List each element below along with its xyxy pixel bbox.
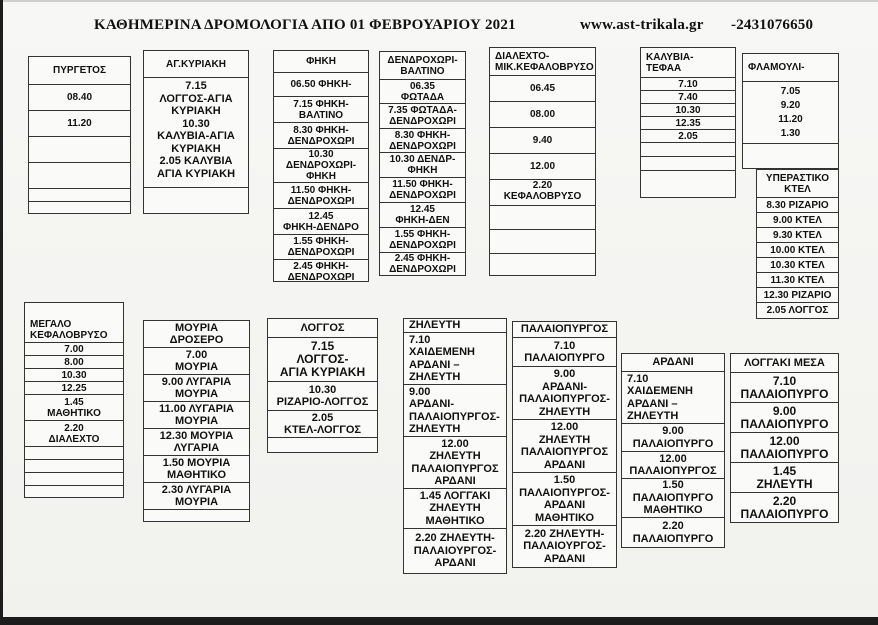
table-cell: 8.30 ΡΙΖΑΡΙΟ: [757, 198, 838, 213]
table-cell: 7.00 ΜΟΥΡΙΑ: [144, 348, 249, 375]
table-cell: 2.20 ΠΑΛΑΙΟΠΥΡΓΟ: [740, 494, 829, 521]
table-cell: 7.10 ΧΑΙΔΕΜΕΝΗ ΑΡΔΑΝΙ – ΖΗΛΕΥΤΗ: [404, 333, 506, 385]
table-cell: 2.20 ΠΑΛΑΙΟΠΥΡΓΟ: [632, 520, 714, 545]
table-cell: 1.50 ΠΑΛΑΙΟΠΥΡΓΟ ΜΑΘΗΤΙΚΟ: [622, 479, 724, 518]
table-cell: 8.30 ΦΗΚΗ- ΔΕΝΔΡΟΧΩΡΙ: [274, 123, 368, 149]
table-cell: [29, 189, 130, 202]
table-cell: 7.15 ΦΗΚΗ- ΒΑΛΤΙΝΟ: [274, 97, 368, 123]
table-cell: 7.10 ΠΑΛΑΙΟΠΥΡΓΟ: [513, 338, 616, 367]
table-cell: 06.45: [490, 76, 595, 102]
table-cell: 9.00 ΚΤΕΛ: [757, 213, 838, 228]
table-dendroxori: [379, 51, 466, 276]
table-cell: [641, 157, 735, 171]
table-cell: 10.30 ΔΕΝΔΡΟΧΩΡΙ- ΦΗΚΗ: [274, 149, 368, 183]
table-cell: [490, 206, 595, 230]
table-loggos: [267, 318, 378, 453]
table-cell: 11.00 ΛΥΓΑΡΙΑ ΜΟΥΡΙΑ: [144, 402, 249, 429]
table-cell: 7.15 ΛΟΓΓΟΣ- ΑΓΙΑ ΚΥΡΙΑΚΗ: [268, 338, 377, 382]
table-cell: 12.45 ΦΗΚΗ-ΔΕΝ: [380, 203, 465, 228]
table-zileuti: [403, 318, 507, 574]
table-cell: 2.45 ΦΗΚΗ- ΔΕΝΔΡΟΧΩΡΙ: [389, 253, 456, 275]
table-header: ΑΓ.ΚΥΡΙΑΚΗ: [144, 51, 248, 78]
table-cell: 12.30 ΜΟΥΡΙΑ ΛΥΓΑΡΙΑ: [144, 429, 249, 456]
table-cell: 06.50 ΦΗΚΗ-: [274, 73, 368, 97]
table-header: ΦΗΚΗ: [274, 51, 368, 73]
table-megalo-kefalovryso: [24, 302, 124, 498]
table-header: ΛΟΓΓΟΣ: [268, 319, 377, 338]
table-cell: 12.25: [25, 382, 123, 395]
table-cell: [641, 171, 735, 185]
table-cell: 11.50 ΦΗΚΗ- ΔΕΝΔΡΟΧΩΡΙ: [380, 178, 465, 203]
table-cell: 9.30 ΚΤΕΛ: [757, 228, 838, 243]
table-cell: 7.40: [641, 91, 735, 104]
table-header: ΔΙΑΛΕΧΤΟ- ΜΙΚ.ΚΕΦΑΛΟΒΡΥΣΟ: [490, 48, 595, 76]
table-cell: 2.20 ΔΙΑΛΕΧΤΟ: [25, 421, 123, 447]
table-header: ΠΥΡΓΕΤΟΣ: [29, 57, 130, 85]
table-cell: 1.50 ΜΟΥΡΙΑ ΜΑΘΗΤΙΚΟ: [144, 456, 249, 483]
table-header: ΦΛΑΜΟΥΛΙ-: [743, 54, 838, 82]
table-cell: 10.30 ΡΙΖΑΡΙΟ-ΛΟΓΓΟΣ: [268, 382, 377, 411]
table-cell: 2.05 ΛΟΓΓΟΣ: [766, 305, 829, 316]
table-cell: 1.55 ΦΗΚΗ- ΔΕΝΔΡΟΧΩΡΙ: [274, 235, 368, 260]
table-cell: 10.30 ΔΕΝΔΡ- ΦΗΚΗ: [380, 153, 465, 178]
table-header: ΑΡΔΑΝΙ: [622, 354, 724, 372]
table-dialexto: [489, 47, 596, 276]
table-cell: 11.30 ΚΤΕΛ: [757, 273, 838, 288]
table-cell: [268, 438, 377, 452]
table-ag-kyriaki: [143, 50, 249, 214]
page-title: ΚΑΘΗΜΕΡΙΝΑ ΔΡΟΜΟΛΟΓΙΑ ΑΠΟ 01 ΦΕΒΡΟΥΑΡΙΟΥ 2021: [94, 17, 516, 33]
table-flamouli: [742, 53, 839, 169]
table-cell: 2.20 ΖΗΛΕΥΤΗ- ΠΑΛΑΙΟΥΡΓΟΣ- ΑΡΔΑΝΙ: [413, 532, 497, 570]
table-cell: 1.45 ΖΗΛΕΥΤΗ: [731, 463, 838, 493]
website-text: www.ast-trikala.gr: [580, 17, 704, 33]
table-cell: 10.30 ΚΤΕΛ: [757, 258, 838, 273]
table-cell: 12.35: [641, 117, 735, 130]
table-cell: 7.00: [25, 343, 123, 356]
table-header: ΚΑΛΥΒΙΑ- ΤΕΦΑΑ: [641, 48, 735, 78]
table-cell: 7.10 ΠΑΛΑΙΟΠΥΡΓΟ: [731, 373, 838, 403]
table-cell: 1.50 ΠΑΛΑΙΟΠΥΡΓΟΣ- ΑΡΔΑΝΙ ΜΑΘΗΤΙΚΟ: [513, 473, 616, 526]
table-cell: 10.30: [641, 104, 735, 117]
scan-edge-top: [0, 0, 878, 2]
table-cell: [25, 473, 123, 486]
table-cell: 12.00 ΖΗΛΕΥΤΗ ΠΑΛΑΙΟΠΥΡΓΟΣ ΑΡΔΑΝΙ: [513, 420, 616, 473]
table-cell: 2.05: [641, 130, 735, 143]
table-cell: 11.20: [29, 111, 130, 137]
table-header: ΜΕΓΑΛΟ ΚΕΦΑΛΟΒΡΥΣΟ: [25, 303, 123, 343]
scan-edge-bottom: [0, 617, 878, 625]
table-cell: [25, 460, 123, 473]
table-cell: [25, 486, 123, 497]
table-cell: 1.55 ΦΗΚΗ- ΔΕΝΔΡΟΧΩΡΙ: [380, 228, 465, 253]
table-cell: [144, 188, 248, 213]
table-cell: 7.15 ΛΟΓΓΟΣ-ΑΓΙΑ ΚΥΡΙΑΚΗ 10.30 ΚΑΛΥΒΙΑ-ΑΓΙΑ ΚΥΡΙΑΚΗ 2.05 ΚΑΛΥΒΙΑ ΑΓΙΑ ΚΥΡΙΑΚΗ: [144, 78, 248, 188]
table-cell: 1.45 ΜΑΘΗΤΙΚΟ: [25, 395, 123, 421]
phone-text: -2431076650: [731, 17, 814, 33]
table-cell: 08.40: [29, 85, 130, 111]
table-loggaki-mesa: [730, 353, 839, 523]
table-cell: [29, 137, 130, 163]
table-pyrgetos: [28, 56, 131, 214]
table-cell: 2.20 ΚΕΦΑΛΟΒΡΥΣΟ: [490, 180, 595, 206]
table-fiki: [273, 50, 369, 282]
table-cell: 12.00 ΠΑΛΑΙΟΠΥΡΓΟ: [731, 433, 838, 463]
table-cell: 7.05 9.20 11.20 1.30: [743, 82, 838, 144]
table-cell: [490, 230, 595, 254]
table-cell: 2.20 ΖΗΛΕΥΤΗ- ΠΑΛΑΙΟΥΡΓΟΣ- ΑΡΔΑΝΙ: [523, 527, 606, 565]
table-cell: 7.10 ΧΑΙΔΕΜΕΝΗ ΑΡΔΑΝΙ – ΖΗΛΕΥΤΗ: [622, 372, 724, 424]
table-cell: 9.00 ΛΥΓΑΡΙΑ ΜΟΥΡΙΑ: [144, 375, 249, 402]
table-cell: [29, 163, 130, 189]
table-cell: [490, 254, 595, 275]
table-cell: 11.50 ΦΗΚΗ- ΔΕΝΔΡΟΧΩΡΙ: [274, 183, 368, 209]
table-ardani: [621, 353, 725, 548]
table-cell: [743, 144, 838, 168]
table-cell: [25, 447, 123, 460]
table-cell: 2.05 ΚΤΕΛ-ΛΟΓΓΟΣ: [268, 411, 377, 438]
table-cell: 12.30 ΡΙΖΑΡΙΟ: [757, 288, 838, 303]
table-cell: 12.00: [490, 154, 595, 180]
table-cell: [29, 202, 130, 213]
table-cell: 12.00 ΠΑΛΑΙΟΠΥΡΓΟΣ: [622, 452, 724, 479]
table-header: ΛΟΓΓΑΚΙ ΜΕΣΑ: [731, 354, 838, 373]
table-cell: 9.00 ΠΑΛΑΙΟΠΥΡΓΟ: [731, 403, 838, 433]
table-cell: 9.00 ΑΡΔΑΝΙ- ΠΑΛΑΙΟΠΥΡΓΟΣ- ΖΗΛΕΥΤΗ: [404, 385, 506, 437]
table-header: ΜΟΥΡΙΑ ΔΡΟΣΕΡΟ: [144, 321, 249, 348]
table-cell: 2.30 ΛΥΓΑΡΙΑ ΜΟΥΡΙΑ: [144, 483, 249, 510]
page-header: [94, 17, 814, 37]
table-cell: 06.35 ΦΩΤΑΔΑ: [380, 80, 465, 104]
table-mouria: [143, 320, 250, 522]
table-cell: 12.45 ΦΗΚΗ-ΔΕΝΔΡΟ: [274, 209, 368, 235]
table-cell: 9.40: [490, 128, 595, 154]
table-cell: [144, 510, 249, 521]
table-cell: 9.00 ΑΡΔΑΝΙ- ΠΑΛΑΙΟΠΥΡΓΟΣ- ΖΗΛΕΥΤΗ: [513, 367, 616, 420]
table-header: ΔΕΝΔΡΟΧΩΡΙ- ΒΑΛΤΙΝΟ: [380, 52, 465, 80]
scan-edge-left: [0, 0, 3, 625]
table-cell: 10.30: [25, 369, 123, 382]
table-cell: 8.00: [25, 356, 123, 369]
table-cell: [641, 143, 735, 157]
table-header: ΖΗΛΕΥΤΗ: [404, 319, 506, 333]
table-kalyvia: [640, 47, 736, 198]
table-cell: 8.30 ΦΗΚΗ- ΔΕΝΔΡΟΧΩΡΙ: [380, 129, 465, 153]
table-header: ΥΠΕΡΑΣΤΙΚΟ ΚΤΕΛ: [757, 170, 838, 198]
table-palaiopyrgos: [512, 321, 617, 568]
table-cell: 12.00 ΖΗΛΕΥΤΗ ΠΑΛΑΙΟΠΥΡΓΟΣ ΑΡΔΑΝΙ: [404, 437, 506, 489]
table-cell: 1.45 ΛΟΓΓΑΚΙ ΖΗΛΕΥΤΗ ΜΑΘΗΤΙΚΟ: [404, 489, 506, 529]
table-cell: 7.35 ΦΩΤΑΔΑ- ΔΕΝΔΡΟΧΩΡΙ: [380, 104, 465, 129]
table-yperastiko-ktel: [756, 169, 839, 319]
table-cell: 2.45 ΦΗΚΗ- ΔΕΝΔΡΟΧΩΡΙ: [287, 260, 355, 283]
table-header: ΠΑΛΑΙΟΠΥΡΓΟΣ: [513, 322, 616, 338]
table-cell: 10.00 ΚΤΕΛ: [757, 243, 838, 258]
table-cell: 9.00 ΠΑΛΑΙΟΠΥΡΓΟ: [622, 424, 724, 452]
table-cell: 08.00: [490, 102, 595, 128]
table-cell: 7.10: [641, 78, 735, 91]
